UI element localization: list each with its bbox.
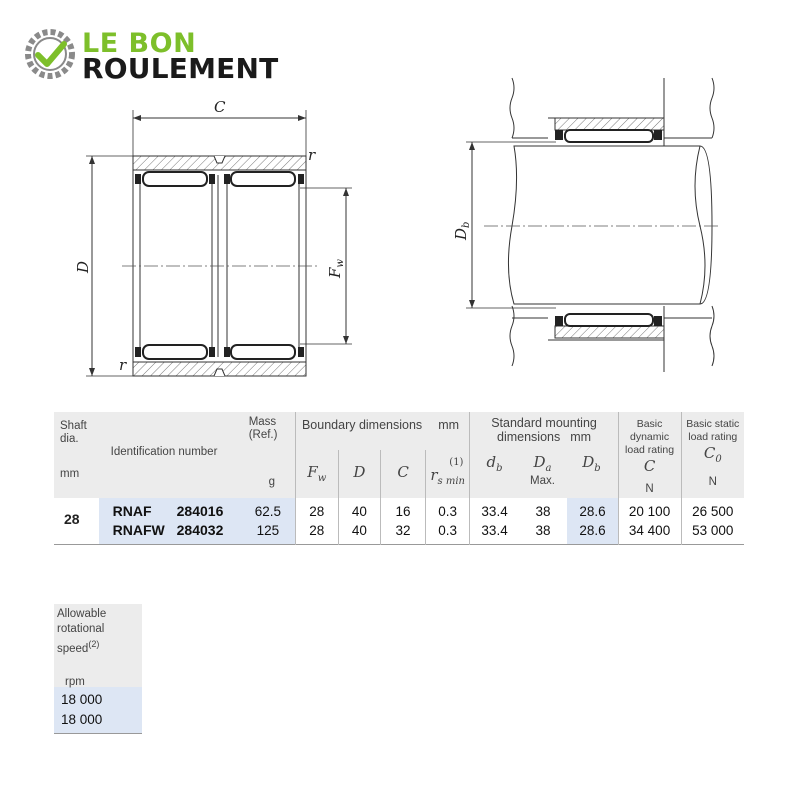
label-fw: $F_w$ [326, 259, 346, 278]
header-shaft: Shaft dia. mm [60, 420, 87, 480]
table-row: RNAFW 284032 [112, 522, 224, 538]
left-bearing-view [122, 156, 318, 376]
c-values: 16 32 [381, 498, 426, 544]
header-boundary: Boundary dimensions mm $F_w$ D C (1) $r_{s min}$ [295, 412, 470, 498]
label-db: $D_b$ [452, 221, 472, 240]
cdyn-values: 20 100 34 400 [618, 498, 681, 544]
header-ident: Identification number [110, 446, 218, 458]
speed-values [54, 687, 142, 734]
logo-line2: ROULEMENT [82, 52, 279, 85]
ident-numbers [99, 498, 241, 544]
spec-table [54, 412, 744, 545]
da-values: 38 38 [535, 504, 551, 538]
table-row: RNAF 284016 [112, 503, 224, 519]
right-mounting-view [484, 78, 720, 372]
mass-values: 62.5 125 [241, 498, 296, 544]
header-mounting: Standard mounting dimensions mm $d_b$ $D_a$ Max. $D_b$ [470, 412, 618, 498]
fw-values: 28 28 [295, 498, 338, 544]
db-values: 33.4 33.4 [470, 498, 519, 544]
header-dynamic: Basic dynamic load rating C N [618, 412, 681, 498]
rs-values: 0.3 0.3 [425, 498, 470, 544]
header-static: Basic static load rating $C_0$ N [681, 412, 744, 498]
logo-line1: LE BON [82, 28, 197, 59]
c0-values: 26 500 53 000 [681, 498, 744, 544]
label-r-top: r [308, 146, 316, 164]
speed-header: Allowable rotational speed$^{(2)}$ rpm [54, 604, 142, 687]
d-values: 40 40 [338, 498, 381, 544]
header-mass: Mass (Ref.) g [248, 416, 278, 488]
speed-table [54, 604, 142, 734]
db-housing-values: 28.6 28.6 [567, 498, 618, 544]
list-item: 18 000 [61, 692, 103, 707]
label-c: C [214, 98, 226, 116]
dimension-c [133, 98, 306, 156]
list-item: 18 000 [61, 712, 103, 727]
shaft-dia-value: 28 [64, 511, 80, 527]
label-r-bottom: r [119, 356, 127, 374]
label-d: D [74, 260, 92, 273]
